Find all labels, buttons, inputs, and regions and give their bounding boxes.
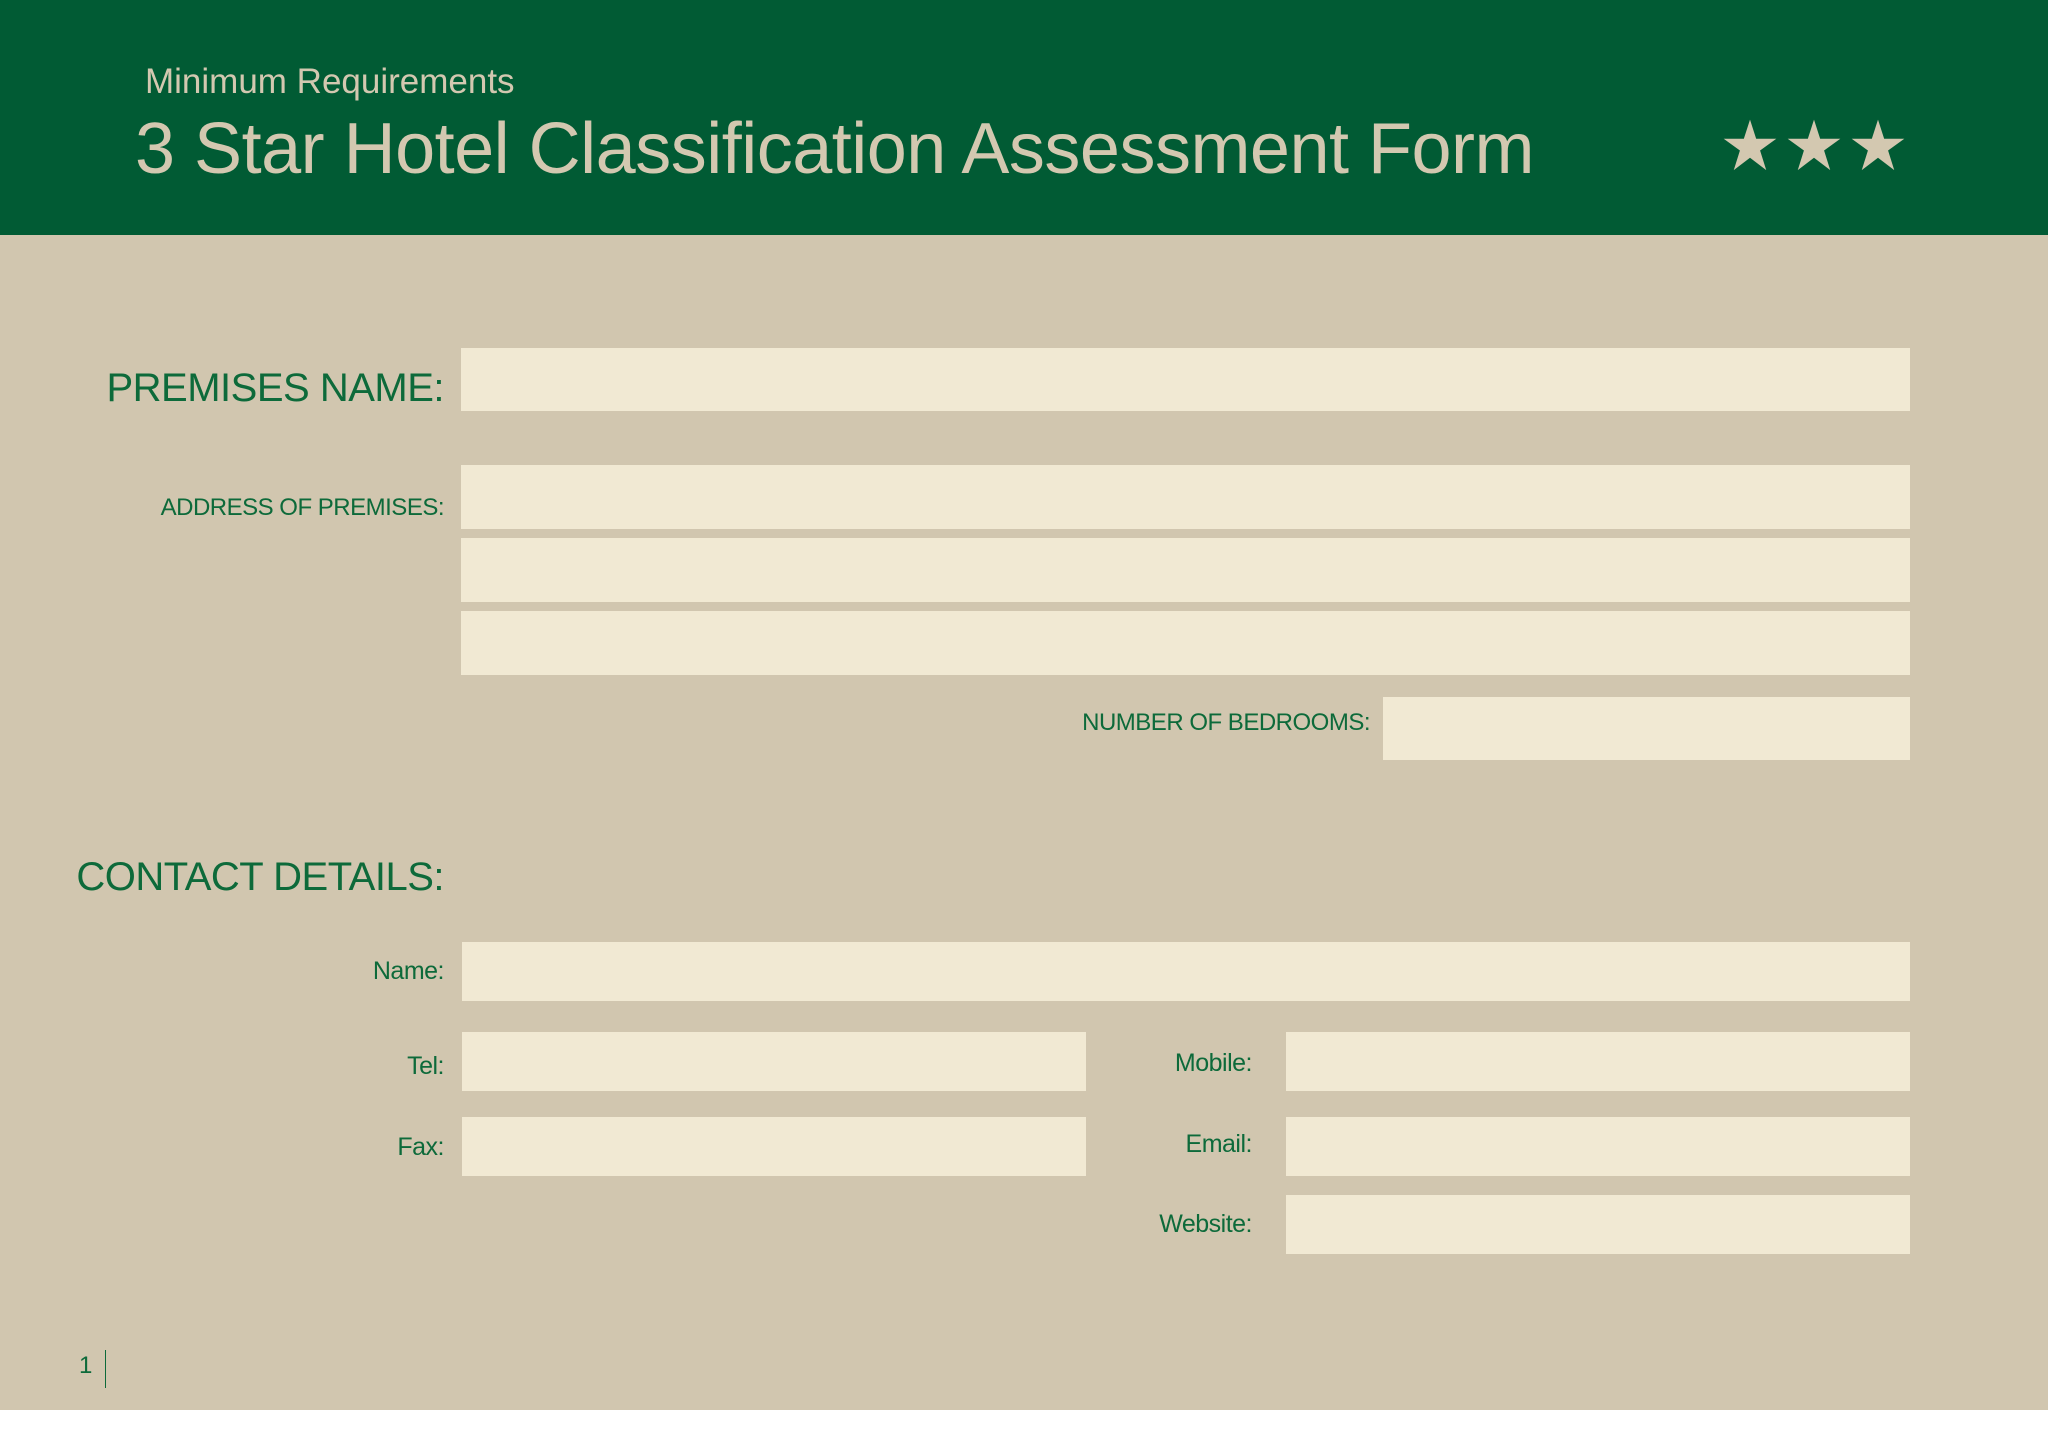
bedrooms-field[interactable] bbox=[1383, 697, 1910, 760]
header-banner bbox=[0, 0, 2048, 235]
email-field[interactable] bbox=[1286, 1117, 1910, 1176]
address-line-1-field[interactable] bbox=[461, 465, 1910, 529]
address-label: ADDRESS OF PREMISES: bbox=[160, 494, 444, 521]
page-number-divider bbox=[105, 1350, 106, 1388]
contact-name-label: Name: bbox=[372, 957, 444, 985]
premises-name-label: PREMISES NAME: bbox=[106, 366, 444, 410]
fax-field[interactable] bbox=[462, 1117, 1086, 1176]
star-icon bbox=[1850, 118, 1906, 174]
email-label: Email: bbox=[1185, 1130, 1252, 1158]
premises-name-field[interactable] bbox=[461, 348, 1910, 411]
website-field[interactable] bbox=[1286, 1195, 1910, 1254]
contact-details-heading: CONTACT DETAILS: bbox=[76, 855, 444, 899]
page-title: 3 Star Hotel Classification Assessment Form bbox=[135, 109, 1534, 189]
mobile-label: Mobile: bbox=[1174, 1049, 1252, 1077]
bedrooms-label: NUMBER OF BEDROOMS: bbox=[1082, 709, 1370, 736]
star-icon bbox=[1786, 118, 1842, 174]
page-subtitle: Minimum Requirements bbox=[145, 62, 515, 101]
star-rating bbox=[1722, 118, 1906, 174]
star-icon bbox=[1722, 118, 1778, 174]
website-label: Website: bbox=[1159, 1210, 1252, 1238]
contact-name-field[interactable] bbox=[462, 942, 1910, 1001]
address-line-2-field[interactable] bbox=[461, 538, 1910, 602]
page-number: 1 bbox=[79, 1352, 93, 1379]
tel-label: Tel: bbox=[407, 1052, 444, 1080]
tel-field[interactable] bbox=[462, 1032, 1086, 1091]
mobile-field[interactable] bbox=[1286, 1032, 1910, 1091]
address-line-3-field[interactable] bbox=[461, 611, 1910, 675]
fax-label: Fax: bbox=[397, 1133, 444, 1161]
